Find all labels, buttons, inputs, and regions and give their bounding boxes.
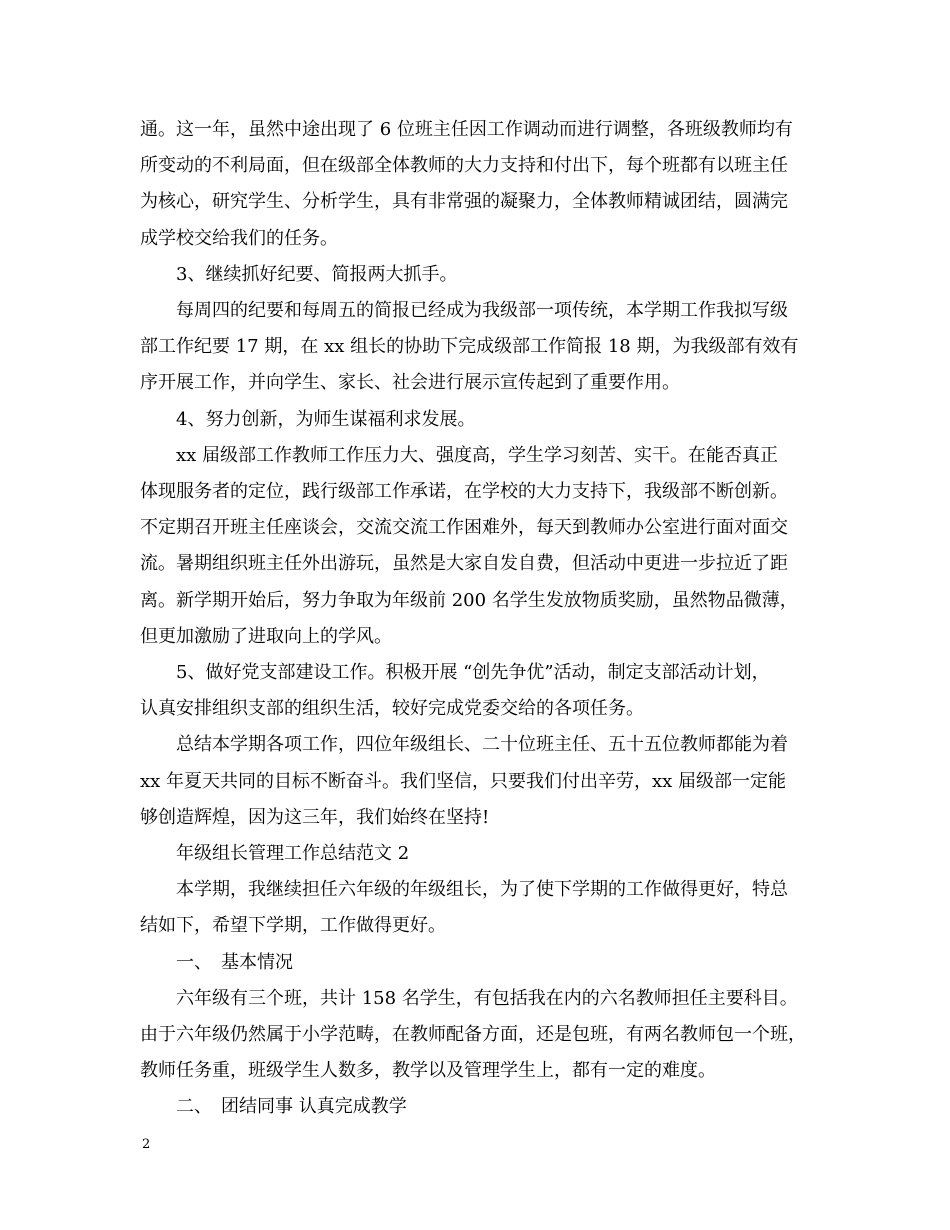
text-line: 教师任务重，班级学生人数多，教学以及管理学生上，都有一定的难度。 xyxy=(140,1060,716,1082)
paragraph xyxy=(140,112,820,257)
paragraph xyxy=(140,945,820,981)
text-line: 结如下，希望下学期，工作做得更好。 xyxy=(140,915,446,937)
page-number: 2 xyxy=(142,1137,151,1152)
text-line: 一、 基本情况 xyxy=(140,951,293,973)
text-line: xx 年夏天共同的目标不断奋斗。我们坚信，只要我们付出辛劳，xx 届级部一定能 xyxy=(140,770,787,792)
paragraph xyxy=(140,981,820,1090)
paragraph xyxy=(140,257,820,293)
text-line: 体现服务者的定位，践行级部工作承诺，在学校的大力支持下，我级部不断创新。 xyxy=(140,481,788,503)
paragraph xyxy=(140,727,820,836)
text-line: 所变动的不利局面，但在级部全体教师的大力支持和付出下，每个班都有以班主任 xyxy=(140,155,788,177)
text-line: 序开展工作，并向学生、家长、社会进行展示宣传起到了重要作用。 xyxy=(140,372,680,394)
text-line: 部工作纪要 17 期，在 xx 组长的协助下完成级部工作简报 18 期，为我级部有效有 xyxy=(140,336,799,358)
text-line: 通。这一年，虽然中途出现了 6 位班主任因工作调动而进行调整，各班级教师均有 xyxy=(140,119,793,140)
text-line: 二、 团结同事 认真完成教学 xyxy=(140,1096,407,1118)
paragraph xyxy=(140,1089,820,1125)
text-line: 本学期，我继续担任六年级的年级组长，为了使下学期的工作做得更好，特总 xyxy=(140,879,788,901)
text-line: 不定期召开班主任座谈会，交流交流工作困难外，每天到教师办公室进行面对面交 xyxy=(140,517,788,539)
paragraph xyxy=(140,836,820,872)
text-line: 年级组长管理工作总结范文 2 xyxy=(140,843,410,865)
text-line: 但更加激励了进取向上的学风。 xyxy=(140,625,392,647)
paragraph xyxy=(140,655,820,727)
text-line: 六年级有三个班，共计 158 名学生，有包括我在内的六名教师担任主要科目。 xyxy=(140,987,798,1009)
text-line: 认真安排组织支部的组织生活，较好完成党委交给的各项任务。 xyxy=(140,698,644,720)
paragraph xyxy=(140,438,820,655)
paragraph xyxy=(140,293,820,402)
text-line: 4、努力创新，为师生谋福利求发展。 xyxy=(140,408,476,430)
text-line: 由于六年级仍然属于小学范畴，在教师配备方面，还是包班，有两名教师包一个班， xyxy=(140,1024,806,1046)
text-line: 总结本学期各项工作，四位年级组长、二十位班主任、五十五位教师都能为着 xyxy=(140,734,788,756)
text-line: 流。暑期组织班主任外出游玩，虽然是大家自发自费，但活动中更进一步拉近了距 xyxy=(140,553,788,575)
text-line: xx 届级部工作教师工作压力大、强度高，学生学习刻苦、实干。在能否真正 xyxy=(140,444,779,466)
text-line: 3、继续抓好纪要、简报两大抓手。 xyxy=(140,263,458,285)
text-line: 够创造辉煌，因为这三年，我们始终在坚持! xyxy=(140,806,490,828)
text-line: 5、做好党支部建设工作。积极开展 “创先争优”活动，制定支部活动计划， xyxy=(140,662,770,684)
text-line: 成学校交给我们的任务。 xyxy=(140,227,338,249)
text-line: 为核心，研究学生、分析学生，具有非常强的凝聚力，全体教师精诚团结，圆满完 xyxy=(140,191,788,213)
text-line: 离。新学期开始后，努力争取为年级前 200 名学生发放物质奖励，虽然物品微薄， xyxy=(140,589,798,611)
paragraph xyxy=(140,872,820,944)
document-body xyxy=(140,112,820,1126)
paragraph xyxy=(140,402,820,438)
text-line: 每周四的纪要和每周五的简报已经成为我级部一项传统，本学期工作我拟写级 xyxy=(140,300,788,322)
